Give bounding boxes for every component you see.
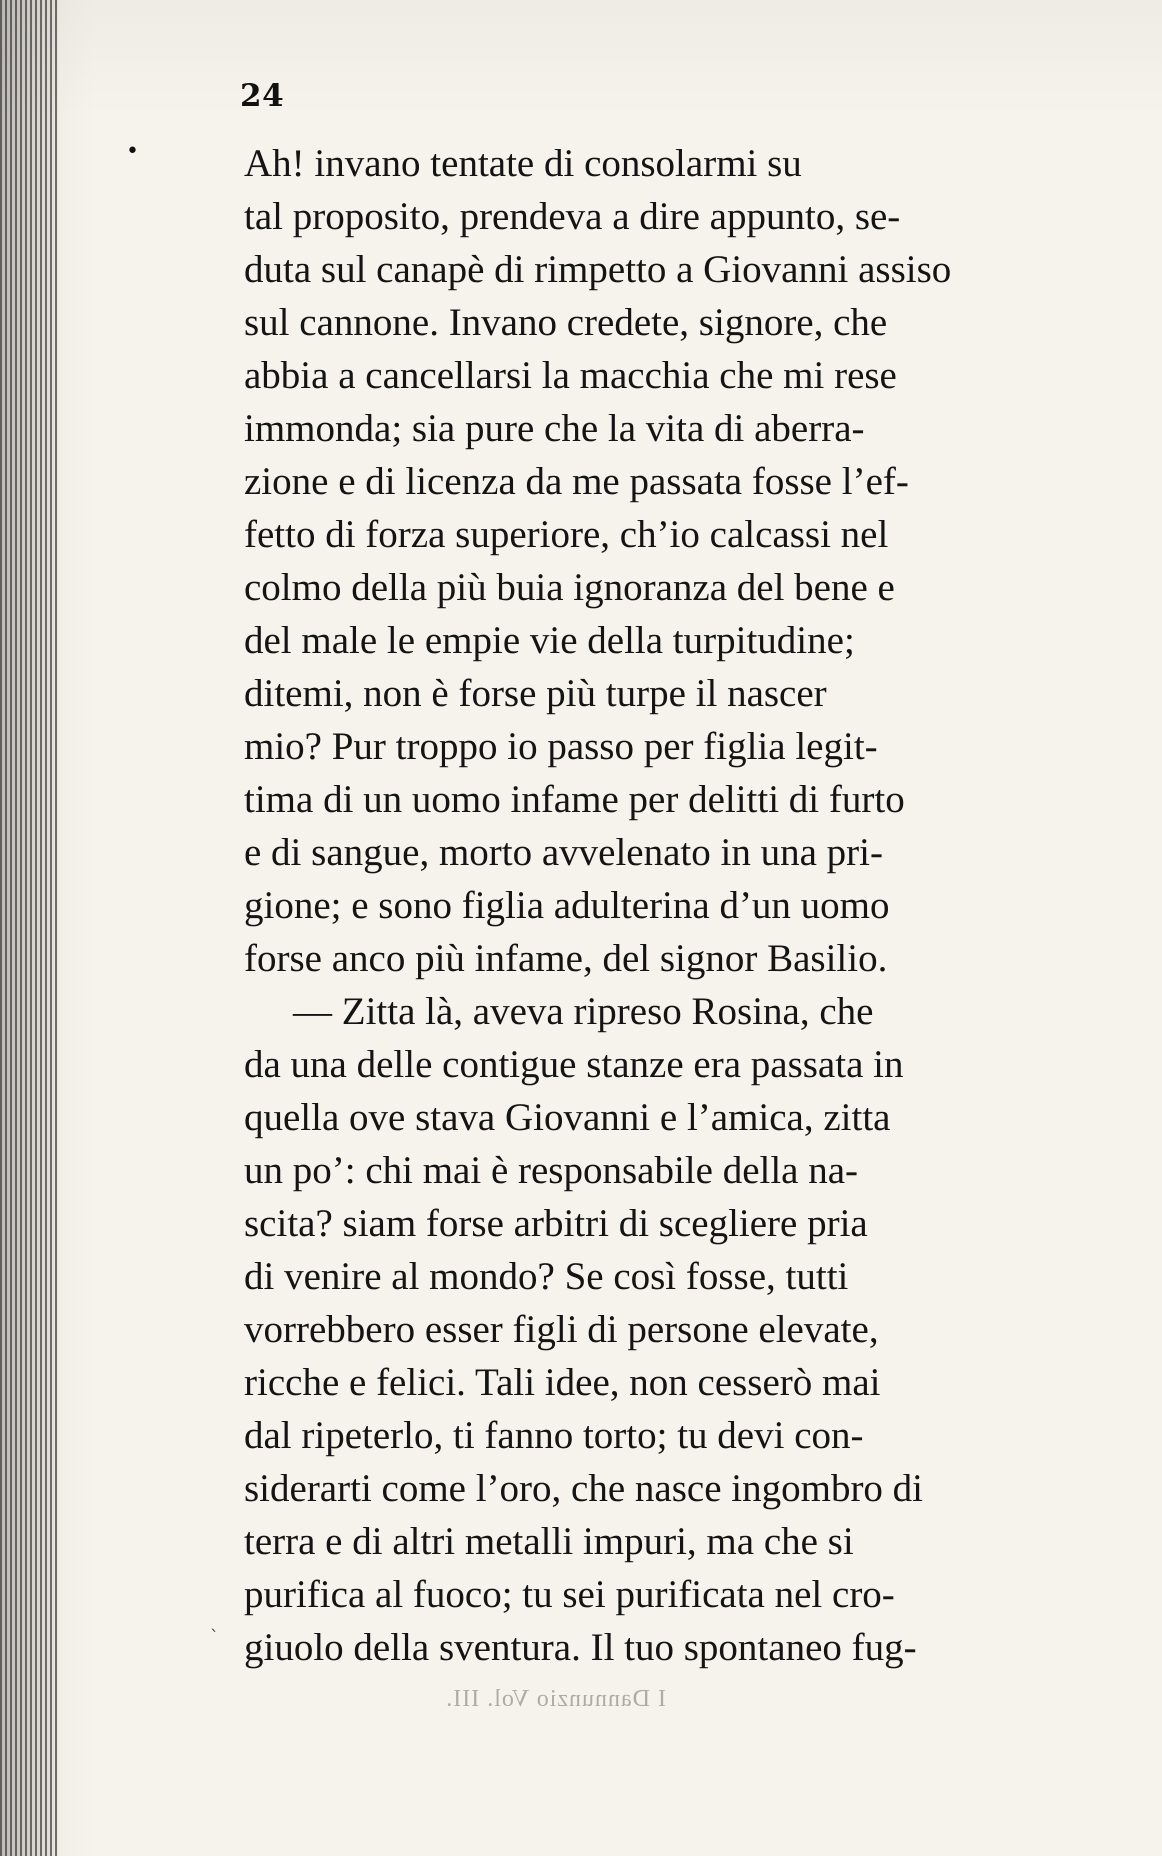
text-line: zione e di licenza da me passata fosse l’ef-	[244, 460, 909, 503]
text-line: forse anco più infame, del signor Basilio.	[244, 937, 888, 980]
text-line: gione; e sono figlia adulterina d’un uomo	[244, 884, 890, 927]
text-line: quella ove stava Giovanni e l’amica, zitta	[244, 1096, 891, 1139]
text-line: siderarti come l’oro, che nasce ingombro di	[244, 1467, 924, 1510]
margin-bullet: •	[126, 139, 139, 164]
text-line: immonda; sia pure che la vita di aberra-	[244, 407, 865, 450]
text-line: scita? siam forse arbitri di scegliere pria	[244, 1202, 868, 1245]
text-line: giuolo della sventura. Il tuo spontaneo fug-	[244, 1626, 917, 1669]
text-line: duta sul canapè di rimpetto a Giovanni assiso	[244, 248, 952, 291]
text-line: tal proposito, prendeva a dire appunto, se-	[244, 195, 901, 238]
text-line: tima di un uomo infame per delitti di furto	[244, 778, 905, 821]
faint-footer-signature: I Dannunzio Vol. III.	[445, 1686, 666, 1712]
text-line: mio? Pur troppo io passo per figlia legit-	[244, 725, 878, 768]
margin-mark: `	[210, 1627, 219, 1648]
text-line: Ah! invano tentate di consolarmi su	[244, 142, 802, 185]
text-line: ditemi, non è forse più turpe il nascer	[244, 672, 827, 715]
text-line: ricche e felici. Tali idee, non cesserò mai	[244, 1361, 881, 1404]
page-number: 24	[240, 78, 285, 114]
text-line: di venire al mondo? Se così fosse, tutti	[244, 1255, 849, 1298]
text-line: abbia a cancellarsi la macchia che mi rese	[244, 354, 897, 397]
text-line: e di sangue, morto avvelenato in una pri-	[244, 831, 883, 874]
text-line: un po’: chi mai è responsabile della na-	[244, 1149, 859, 1192]
text-line: purifica al fuoco; tu sei purificata nel cro-	[244, 1573, 895, 1616]
text-line: vorrebbero esser figli di persone elevate,	[244, 1308, 879, 1351]
body-text	[244, 137, 1102, 1674]
text-line: dal ripeterlo, ti fanno torto; tu devi con-	[244, 1414, 864, 1457]
binding-edge	[0, 0, 58, 1856]
text-line: del male le empie vie della turpitudine;	[244, 619, 855, 662]
text-line: fetto di forza superiore, ch’io calcassi nel	[244, 513, 889, 556]
text-line: terra e di altri metalli impuri, ma che si	[244, 1520, 854, 1563]
text-line: sul cannone. Invano credete, signore, che	[244, 301, 888, 344]
text-line: da una delle contigue stanze era passata in	[244, 1043, 904, 1086]
text-line: colmo della più buia ignoranza del bene e	[244, 566, 895, 609]
dialogue-start-line: — Zitta là, aveva ripreso Rosina, che	[293, 990, 874, 1033]
